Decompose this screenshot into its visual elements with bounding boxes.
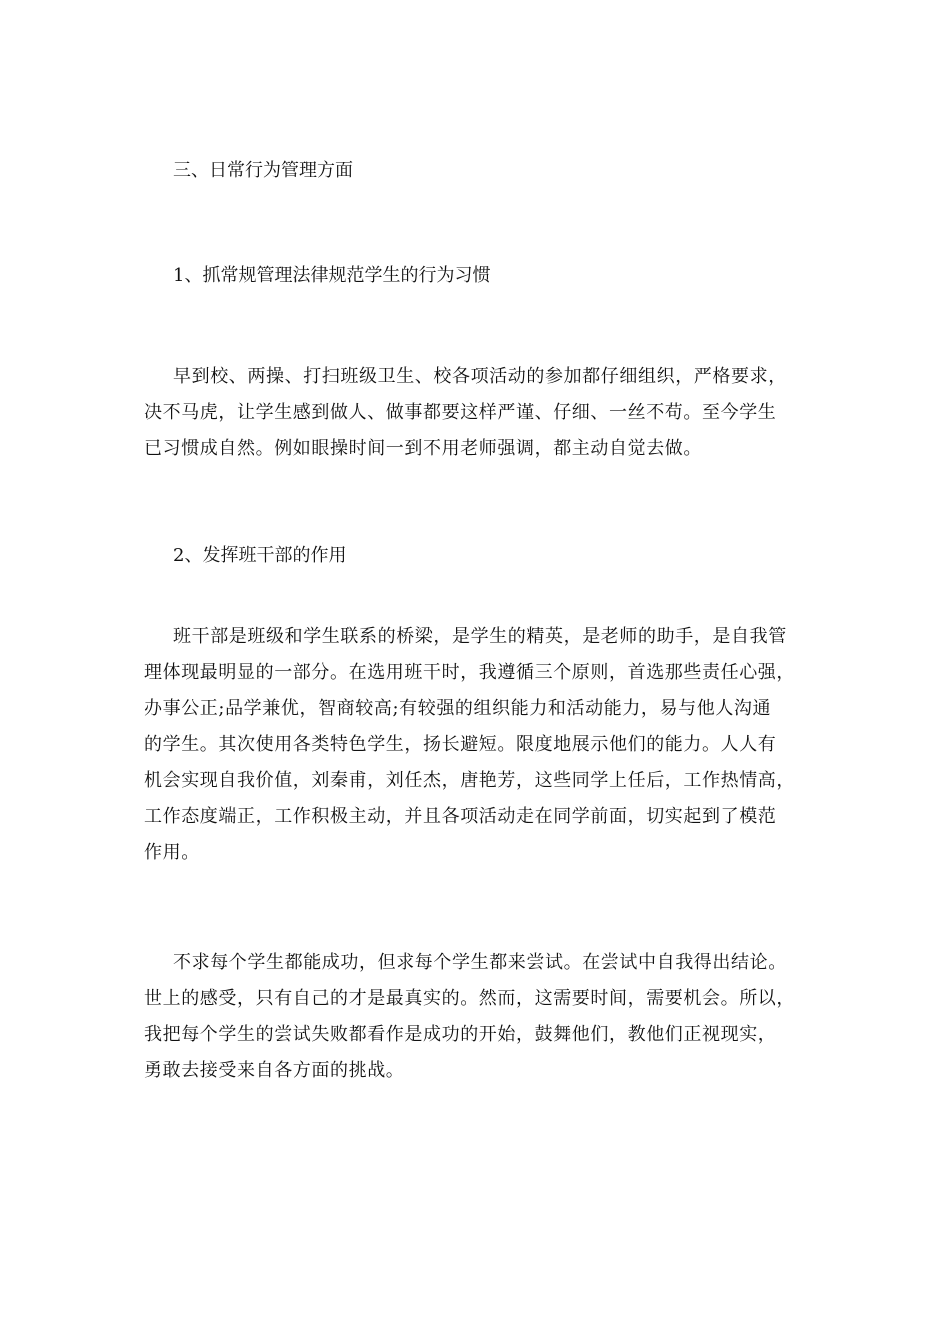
subsection-title-1: 1、抓常规管理法律规范学生的行为习惯 [173,265,491,286]
paragraph-line: 班干部是班级和学生联系的桥梁，是学生的精英，是老师的助手，是自我管 [173,626,787,647]
paragraph-line: 作用。 [144,842,200,863]
section-title: 三、日常行为管理方面 [173,160,353,181]
paragraph-line: 世上的感受，只有自己的才是最真实的。然而，这需要时间，需要机会。所以， [144,988,795,1009]
paragraph-line: 机会实现自我价值，刘秦甫，刘任杰，唐艳芳，这些同学上任后，工作热情高， [144,770,795,791]
subsection-title-2: 2、发挥班干部的作用 [173,545,347,566]
paragraph-line: 我把每个学生的尝试失败都看作是成功的开始，鼓舞他们，教他们正视现实， [144,1024,777,1045]
paragraph-line: 早到校、两操、打扫班级卫生、校各项活动的参加都仔细组织，严格要求， [173,366,787,387]
paragraph-line: 理体现最明显的一部分。在选用班干时，我遵循三个原则，首选那些责任心强， [144,662,795,683]
paragraph-line: 的学生。其次使用各类特色学生，扬长避短。限度地展示他们的能力。人人有 [144,734,777,755]
paragraph-line: 已习惯成自然。例如眼操时间一到不用老师强调，都主动自觉去做。 [144,438,702,459]
paragraph-routine-management [144,359,804,467]
paragraph-line: 勇敢去接受来自各方面的挑战。 [144,1060,405,1081]
paragraph-line: 决不马虎，让学生感到做人、做事都要这样严谨、仔细、一丝不苟。至今学生 [144,402,777,423]
paragraph-line: 工作态度端正，工作积极主动，并且各项活动走在同学前面，切实起到了模范 [144,806,777,827]
paragraph-line: 不求每个学生都能成功，但求每个学生都来尝试。在尝试中自我得出结论。 [173,952,787,973]
paragraph-trying [144,945,804,1089]
paragraph-line: 办事公正;品学兼优，智商较高;有较强的组织能力和活动能力，易与他人沟通 [144,698,772,719]
paragraph-class-cadres [144,619,804,871]
